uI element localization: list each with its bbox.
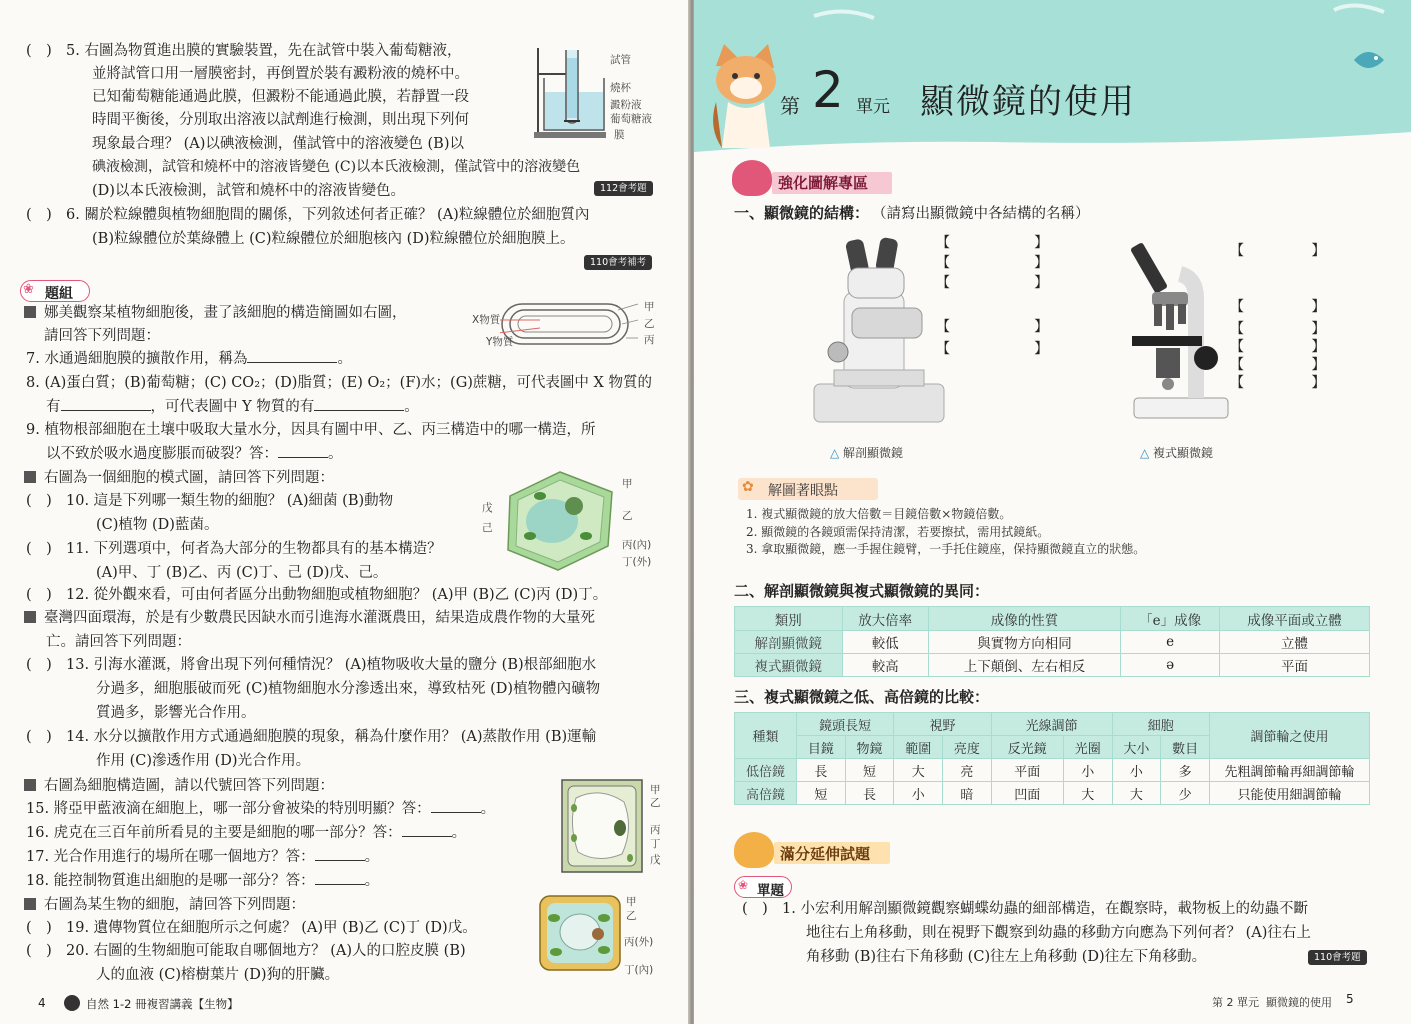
q5-line-1: ( ) 5. 右圖為物質進出膜的實驗裝置，先在試管中裝入葡萄糖液，	[26, 43, 462, 59]
q9-line-1: 9. 植物根部細胞在土壤中吸取大量水分，因具有圖中甲、乙、丙三構造中的哪一構造，所	[26, 422, 596, 438]
g2-intro: 右圖為一個細胞的模式圖，請回答下列問題：	[24, 467, 334, 490]
paw-icon: ❀	[738, 878, 749, 892]
unit-number: 2	[812, 61, 844, 119]
q9-line-2: 以不致於吸水過度膨脹而破裂？答： 。	[46, 446, 343, 462]
q20-line-1: ( ) 20. 右圖的生物細胞可能取自哪個地方？ (A)人的口腔皮膜 (B)	[26, 943, 466, 959]
t1-h-kind: 類別	[735, 607, 843, 631]
g4-intro: 右圖為細胞構造圖，請以代號回答下列問題：	[24, 775, 334, 798]
leaf-cell-figure	[538, 894, 622, 972]
pink-cat-icon	[732, 160, 772, 196]
badge-diagram-zone	[732, 166, 892, 194]
q14-line-2: 作用 (C)滲透作用 (D)光合作用。	[96, 753, 311, 769]
publisher-logo-icon	[64, 995, 80, 1011]
s1-hint: （請寫出顯微鏡中各結構的名稱）	[872, 206, 1090, 222]
caption-dissecting: △ 解剖顯微鏡	[830, 446, 904, 460]
right-footer-title: 顯微鏡的使用	[1266, 996, 1332, 1009]
t1-h-dim: 成像平面或立體	[1220, 607, 1370, 631]
rq1-line-2: 地往右上角移動，則在視野下觀察到幼蟲的移動方向應為下列何者？ (A)往右上	[806, 925, 1311, 941]
g2-label-ji: 己	[482, 522, 493, 534]
q6-line-2: (B)粒線體位於葉綠體上 (C)粒線體位於細胞核內 (D)粒線體位於細胞膜上。	[92, 231, 575, 247]
left-page-number: 4	[38, 996, 46, 1010]
t1-h-e: 「e」成像	[1121, 607, 1220, 631]
q16: 16. 虎克在三百年前所看見的主要是細胞的哪一部分？答： 。	[26, 825, 467, 841]
q11-line-2: (A)甲、丁 (B)乙、丙 (C)丁、己 (D)戊、己。	[96, 565, 388, 581]
compound-microscope-image	[1126, 238, 1236, 424]
g2-label-bing: 丙(內)	[622, 539, 652, 551]
q5-line-5: 現象最合理？ (A)以碘液檢測，僅試管中的溶液變色 (B)以	[92, 136, 464, 152]
q17: 17. 光合作用進行的場所在哪一個地方？答： 。	[26, 849, 380, 865]
single-title: 單題	[757, 883, 784, 899]
q6-line-1: ( ) 6. 關於粒線體與植物細胞間的關係，下列敘述何者正確？ (A)粒線體位於細胞質內	[26, 207, 590, 223]
q12: ( ) 12. 從外觀來看，可由何者區分出動物細胞或植物細胞？ (A)甲 (B)乙 (C)丙 (D)丁。	[26, 587, 608, 603]
right-page	[694, 0, 1411, 1024]
q14-line-1: ( ) 14. 水分以擴散作用方式通過細胞膜的現象，稱為什麼作用？ (A)蒸散作用 (B)運輸	[26, 729, 597, 745]
dissect-blank-4: 【 】	[936, 319, 1049, 335]
compound-blank-5: 【 】	[1230, 357, 1326, 373]
q5-label-beaker: 燒杯	[610, 82, 631, 94]
right-footer-unit: 第 2 單元	[1212, 996, 1259, 1009]
q20-line-2: 人的血液 (C)榕樹葉片 (D)狗的肝臟。	[96, 967, 340, 983]
q15: 15. 將亞甲藍液滴在細胞上，哪一部分會被染的特別明顯？答： 。	[26, 801, 496, 817]
g3-intro-2: 亡。請回答下列問題：	[46, 634, 191, 650]
g2-label-yi: 乙	[622, 510, 633, 522]
tip-2: 2. 顯微鏡的各鏡頭需保持清潔，若要擦拭，需用拭鏡紙。	[746, 524, 1050, 539]
bulb-icon: ✿	[742, 479, 754, 495]
g5-label-ding: 丁(內)	[624, 964, 654, 976]
dissect-blank-2: 【 】	[936, 255, 1049, 271]
q5-label-test-tube: 試管	[610, 54, 631, 66]
group-badge	[20, 280, 90, 302]
tip-1: 1. 複式顯微鏡的放大倍數＝目鏡倍數×物鏡倍數。	[746, 507, 1012, 521]
t2-h-kind: 種類	[735, 713, 797, 759]
badge-extension	[734, 836, 894, 866]
unit-title: 顯微鏡的使用	[920, 82, 1136, 122]
paw-icon: ❀	[23, 282, 34, 297]
table-row: 複式顯微鏡 較高 上下顛倒、左右相反 ə 平面	[735, 654, 1370, 677]
g2-label-jia: 甲	[622, 478, 633, 490]
unit-suffix: 單元	[856, 97, 890, 117]
q11-line-1: ( ) 11. 下列選項中，何者為大部分的生物都具有的基本構造？	[26, 541, 442, 557]
plant-cell-3d-figure	[500, 466, 618, 576]
g1-intro-1: 娜美觀察某植物細胞後，畫了該細胞的構造簡圖如右圖，	[24, 302, 407, 325]
q13-line-3: 質過多，影響光合作用。	[96, 705, 256, 721]
g2-label-ding: 丁(外)	[622, 556, 652, 568]
plant-cell-section-figure	[560, 778, 644, 874]
g5-label-jia: 甲	[626, 896, 637, 908]
q5-line-3: 已知葡萄糖能通過此膜，但澱粉不能通過此膜，若靜置一段	[92, 89, 469, 105]
q8-line-1: 8. (A)蛋白質；(B)葡萄糖；(C) CO₂；(D)脂質；(E) O₂；(F)水；(G)蔗糖，可代表圖中 X 物質的	[26, 375, 652, 391]
g4-label-wu: 戊	[650, 854, 661, 866]
table-row: 解剖顯微鏡 較低 與實物方向相同 e 立體	[735, 631, 1370, 654]
fish-corner-icon	[1350, 40, 1390, 80]
t1-h-image: 成像的性質	[928, 607, 1120, 631]
g1-label-yi: 乙	[644, 318, 655, 330]
left-footer-book: 自然 1-2 冊複習講義【生物】	[86, 997, 239, 1011]
group-title: 題組	[45, 286, 73, 302]
q19: ( ) 19. 遺傳物質位在細胞所示之何處？ (A)甲 (B)乙 (C)丁 (D)戊。	[26, 920, 477, 936]
caption-compound: △ 複式顯微鏡	[1140, 446, 1214, 460]
q13-line-2: 分過多，細胞脹破而死 (C)植物細胞水分滲透出來，導致枯死 (D)植物體內礦物	[96, 681, 601, 697]
q5-line-2: 並將試管口用一層膜密封，再倒置於裝有澱粉液的燒杯中。	[92, 66, 469, 82]
q5-exam-tag: 112會考題	[594, 181, 653, 196]
rq1-line-3: 角移動 (B)往右下角移動 (C)往左上角移動 (D)往左下角移動。	[806, 949, 1207, 965]
orange-cat-icon	[734, 832, 774, 868]
dissect-blank-5: 【 】	[936, 341, 1049, 357]
q10-line-1: ( ) 10. 這是下列哪一類生物的細胞？ (A)細菌 (B)動物	[26, 493, 394, 509]
q13-line-1: ( ) 13. 引海水灌溉，將會出現下列何種情況？ (A)植物吸收大量的鹽分 (B)根部細胞水	[26, 657, 597, 673]
dissect-blank-1: 【 】	[936, 235, 1049, 251]
t2-h-view: 視野	[894, 713, 991, 736]
g2-label-wu: 戊	[482, 502, 493, 514]
cat-mascot-icon	[706, 40, 786, 148]
tips-list	[746, 506, 1145, 559]
g4-label-yi: 乙	[650, 797, 661, 809]
g4-label-ding: 丁	[650, 838, 661, 850]
cell-structure-sketch	[500, 298, 640, 350]
right-page-number: 5	[1346, 992, 1354, 1006]
rq1-line-1: ( ) 1. 小宏利用解剖顯微鏡觀察蝴蝶幼蟲的細部構造，在觀察時，載物板上的幼蟲不斷	[742, 901, 1308, 917]
badge-extension-label: 滿分延伸試題	[780, 845, 871, 863]
tip-3: 3. 拿取顯微鏡，應一手握住鏡臂，一手托住鏡座，保持顯微鏡直立的狀態。	[746, 542, 1146, 556]
g1-label-jia: 甲	[644, 301, 655, 313]
q5-label-membrane: 膜	[614, 129, 625, 141]
unit-prefix: 第	[780, 94, 800, 118]
q18: 18. 能控制物質進出細胞的是哪一部分？答： 。	[26, 873, 380, 889]
g1-intro-2: 請回答下列問題：	[44, 328, 160, 344]
compound-blank-1: 【 】	[1230, 243, 1326, 259]
compound-blank-2: 【 】	[1230, 299, 1326, 315]
table-row: 低倍鏡 長 短 大 亮 平面 小 小 多 先粗調節輪再細調節輪	[735, 759, 1370, 782]
q5-label-glucose: 葡萄糖液	[610, 113, 652, 125]
g5-label-yi: 乙	[626, 910, 637, 922]
s3-title: 三、複式顯微鏡之低、高倍鏡的比較：	[734, 688, 990, 706]
t2-h-cell: 細胞	[1112, 713, 1209, 736]
g4-label-jia: 甲	[650, 784, 661, 796]
t2-h-light: 光線調節	[991, 713, 1112, 736]
q6-exam-tag: 110會考補考	[584, 255, 652, 270]
q8-line-2: 有 ，可代表圖中 Y 物質的有 。	[46, 399, 419, 415]
s2-title: 二、解剖顯微鏡與複式顯微鏡的異同：	[734, 582, 990, 600]
q5-line-6: 碘液檢測，試管和燒杯中的溶液皆變色 (C)以本氏液檢測，僅試管中的溶液變色	[92, 159, 581, 175]
g1-label-bing: 丙	[644, 334, 655, 346]
triangle-marker-icon: △	[1140, 446, 1154, 460]
s1-title: 一、顯微鏡的結構：	[734, 204, 870, 222]
g4-label-bing: 丙	[650, 824, 661, 836]
tips-title: 解圖著眼點	[768, 483, 838, 499]
q5-label-starch: 澱粉液	[610, 99, 642, 111]
table-row: 高倍鏡 短 長 小 暗 凹面 大 大 少 只能使用細調節輪	[735, 782, 1370, 805]
q10-line-2: (C)植物 (D)藍菌。	[96, 517, 219, 533]
comparison-table-1	[734, 606, 1370, 677]
comparison-table-2: 種類 鏡頭長短 視野 光線調節 細胞 調節輪之使用 目鏡 物鏡 範圍 亮度 反光鏡 光圈 大小 數目 低倍鏡 長 短 大 亮 平面 小 小 多 先粗調節輪再細調節輪 高倍鏡 短 長 小 暗 凹面 大 大 少 只能使用細調節輪	[734, 712, 1370, 805]
t2-h-focus: 調節輪之使用	[1210, 713, 1370, 759]
q5-line-4: 時間平衡後，分別取出溶液以試劑進行檢測，則出現下列何	[92, 112, 469, 128]
t2-h-lens: 鏡頭長短	[797, 713, 894, 736]
compound-blank-6: 【 】	[1230, 375, 1326, 391]
compound-blank-4: 【 】	[1230, 339, 1326, 355]
osmosis-apparatus-figure	[530, 44, 610, 142]
badge-diagram-zone-label: 強化圖解專區	[778, 174, 869, 192]
dissect-blank-3: 【 】	[936, 275, 1049, 291]
g1-label-y: Y物質	[486, 336, 514, 348]
q5-line-7: (D)以本氏液檢測，試管和燒杯中的溶液皆變色。	[92, 183, 405, 199]
g5-label-bing: 丙(外)	[624, 936, 654, 948]
dissecting-microscope-image	[804, 232, 954, 428]
single-badge	[734, 876, 792, 898]
left-page	[0, 0, 690, 1024]
g5-intro: 右圖為某生物的細胞，請回答下列問題：	[24, 894, 305, 917]
triangle-marker-icon: △	[830, 446, 844, 460]
t1-h-mag: 放大倍率	[842, 607, 928, 631]
tips-badge	[738, 478, 878, 500]
q7: 7. 水通過細胞膜的擴散作用，稱為 。	[26, 351, 352, 367]
g3-intro-1: 臺灣四面環海，於是有少數農民因缺水而引進海水灌溉農田，結果造成農作物的大量死	[24, 607, 595, 630]
rq1-exam-tag: 110會考題	[1308, 950, 1367, 965]
g1-label-x: X物質	[472, 314, 501, 326]
compound-blank-3: 【 】	[1230, 321, 1326, 337]
